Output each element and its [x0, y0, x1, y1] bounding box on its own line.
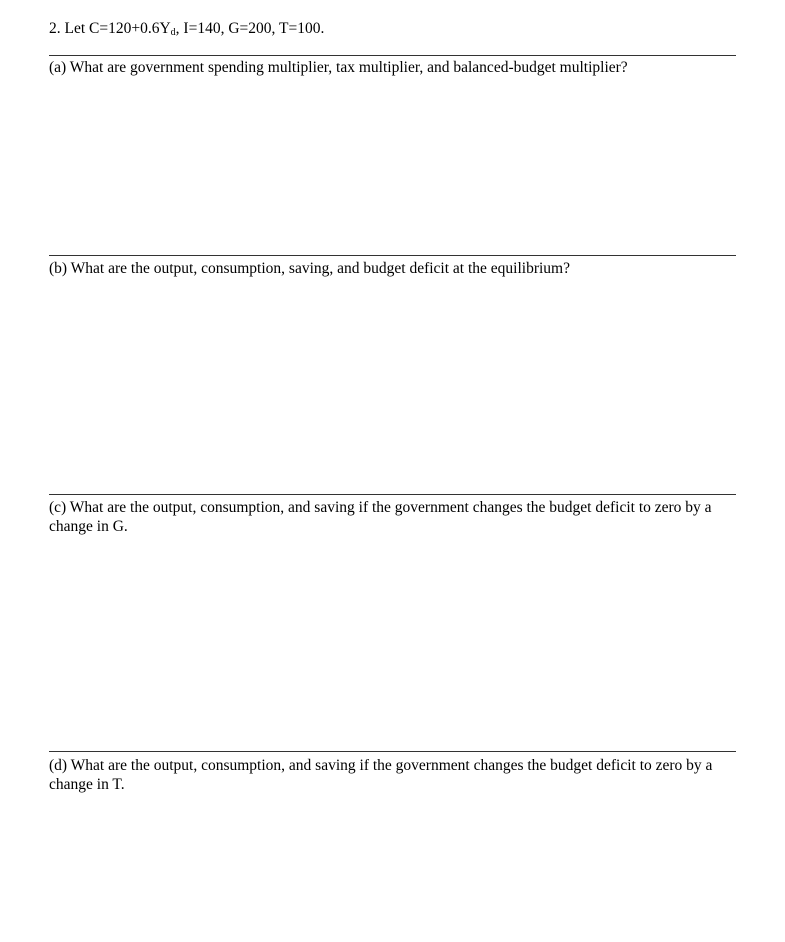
problem-statement — [49, 19, 324, 38]
disposable-income-subscript: d — [170, 27, 176, 38]
question-a: (a) What are government spending multiplier, tax multiplier, and balanced-budget multiplier? — [49, 59, 628, 76]
question-c: (c) What are the output, consumption, and saving if the government changes the budget deficit to zero by a change in G. — [49, 499, 712, 535]
divider-a — [49, 55, 736, 56]
question-d: (d) What are the output, consumption, and saving if the government changes the budget deficit to zero by a change in T. — [49, 757, 713, 793]
problem-statement-prefix: 2. Let C=120+0.6Y — [49, 20, 171, 37]
divider-c — [49, 494, 736, 495]
divider-d — [49, 751, 736, 752]
question-b: (b) What are the output, consumption, saving, and budget deficit at the equilibrium? — [49, 260, 570, 277]
divider-b — [49, 255, 736, 256]
problem-statement-suffix: , I=140, G=200, T=100. — [175, 20, 325, 37]
